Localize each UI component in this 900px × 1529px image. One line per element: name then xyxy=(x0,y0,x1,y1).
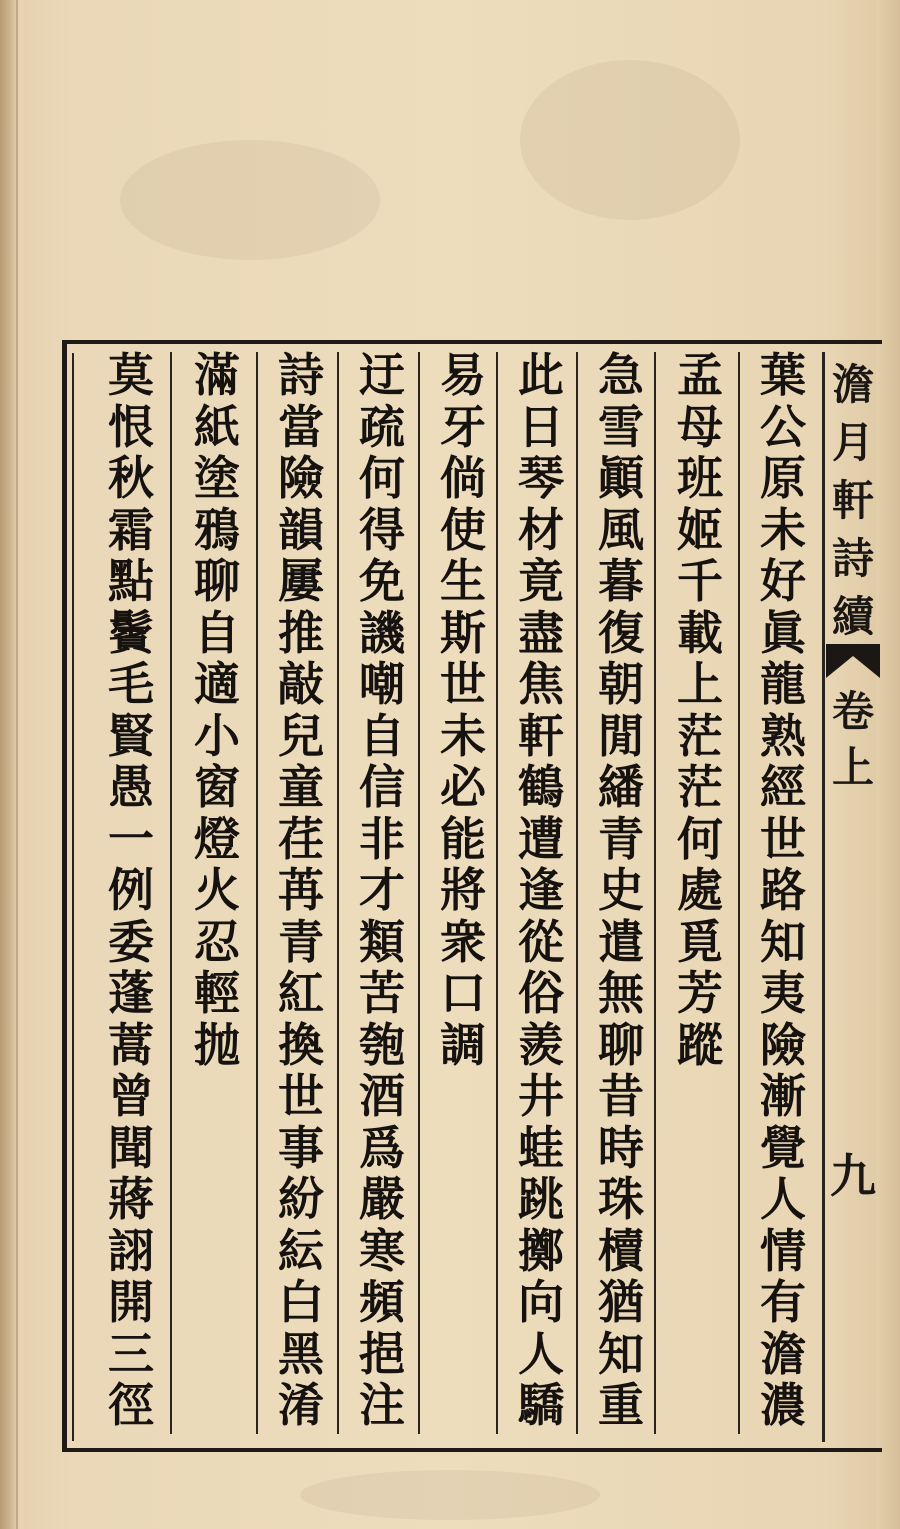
column-char: 詡 xyxy=(108,1223,154,1278)
column-char: 鴉 xyxy=(194,502,240,557)
column-char: 例 xyxy=(108,863,154,917)
binding-fold-line xyxy=(16,0,18,1529)
column-char: 蹤 xyxy=(677,1017,723,1072)
column-char: 賢 xyxy=(108,708,154,763)
column-char: 琴 xyxy=(518,451,564,505)
column-char: 人 xyxy=(760,1172,806,1226)
column-char: 屢 xyxy=(278,554,324,608)
column-char: 葉 xyxy=(760,348,806,402)
column-char: 顚 xyxy=(598,451,644,505)
column-char: 童 xyxy=(278,760,324,814)
column-char: 詩 xyxy=(278,348,324,402)
column-char: 匏 xyxy=(359,1017,405,1072)
title-char: 月 xyxy=(831,418,874,467)
column-char: 輕 xyxy=(194,966,240,1020)
text-column xyxy=(744,350,822,1440)
column-char: 時 xyxy=(598,1120,644,1175)
column-char: 軒 xyxy=(518,708,564,763)
title-char: 澹 xyxy=(831,360,874,409)
column-char: 茫 xyxy=(677,760,723,814)
column-char: 三 xyxy=(108,1326,154,1381)
text-column xyxy=(661,350,739,1440)
column-char: 紙 xyxy=(194,399,240,454)
column-char: 漸 xyxy=(760,1069,806,1123)
title-char: 軒 xyxy=(831,476,874,525)
volume-char: 上 xyxy=(831,743,874,792)
column-char: 茫 xyxy=(677,708,723,763)
column-char: 情 xyxy=(760,1223,806,1278)
text-column xyxy=(502,350,580,1440)
column-char: 材 xyxy=(518,502,564,557)
column-char: 經 xyxy=(760,760,806,814)
paper-stain xyxy=(300,1470,600,1520)
column-char: 嚴 xyxy=(359,1172,405,1226)
column-char: 兒 xyxy=(278,708,324,763)
column-char: 紜 xyxy=(278,1223,324,1278)
column-char: 濃 xyxy=(760,1378,806,1432)
column-char: 龍 xyxy=(760,657,806,711)
column-char: 世 xyxy=(760,811,806,866)
text-column xyxy=(178,350,256,1440)
column-char: 得 xyxy=(359,502,405,557)
column-char: 無 xyxy=(598,966,644,1020)
column-char: 調 xyxy=(440,1017,486,1072)
column-char: 信 xyxy=(359,760,405,814)
column-char: 千 xyxy=(677,554,723,608)
column-char: 人 xyxy=(518,1326,564,1381)
column-char: 朝 xyxy=(598,657,644,711)
column-char: 聊 xyxy=(194,554,240,608)
column-char: 熟 xyxy=(760,708,806,763)
column-char: 猶 xyxy=(598,1275,644,1329)
column-char: 驕 xyxy=(518,1378,564,1432)
column-char: 未 xyxy=(760,502,806,557)
column-char: 俗 xyxy=(518,966,564,1020)
column-rule xyxy=(170,352,172,1434)
column-char: 徑 xyxy=(108,1378,154,1432)
title-char: 續 xyxy=(831,592,874,641)
column-char: 暮 xyxy=(598,554,644,608)
column-char: 澹 xyxy=(760,1326,806,1381)
column-char: 事 xyxy=(278,1120,324,1175)
column-char: 眞 xyxy=(760,605,806,660)
column-char: 聞 xyxy=(108,1120,154,1175)
column-char: 何 xyxy=(359,451,405,505)
column-char: 櫝 xyxy=(598,1223,644,1278)
column-char: 姬 xyxy=(677,502,723,557)
column-char: 將 xyxy=(440,863,486,917)
column-char: 紅 xyxy=(278,966,324,1020)
fishtail-mark-icon xyxy=(826,644,880,678)
column-char: 推 xyxy=(278,605,324,660)
column-char: 頻 xyxy=(359,1275,405,1329)
column-char: 何 xyxy=(677,811,723,866)
column-char: 適 xyxy=(194,657,240,711)
column-char: 孟 xyxy=(677,348,723,402)
column-char: 上 xyxy=(677,657,723,711)
text-column xyxy=(582,350,660,1440)
column-char: 載 xyxy=(677,605,723,660)
column-char: 芳 xyxy=(677,966,723,1020)
header-column xyxy=(826,352,880,1444)
column-char: 迂 xyxy=(359,348,405,402)
title-char: 詩 xyxy=(831,534,874,583)
column-char: 斯 xyxy=(440,605,486,660)
column-char: 鶴 xyxy=(518,760,564,814)
column-char: 夷 xyxy=(760,966,806,1020)
column-char: 秋 xyxy=(108,451,154,505)
column-char: 青 xyxy=(278,914,324,969)
column-char: 類 xyxy=(359,914,405,969)
volume-char: 卷 xyxy=(831,687,874,736)
column-char: 雪 xyxy=(598,399,644,454)
column-char: 苒 xyxy=(278,863,324,917)
column-char: 燈 xyxy=(194,811,240,866)
column-char: 原 xyxy=(760,451,806,505)
column-char: 點 xyxy=(108,554,154,608)
volume-label xyxy=(826,684,880,796)
column-char: 聊 xyxy=(598,1017,644,1072)
column-char: 委 xyxy=(108,914,154,969)
column-char: 覓 xyxy=(677,914,723,969)
column-char: 必 xyxy=(440,760,486,814)
column-char: 小 xyxy=(194,708,240,763)
column-char: 日 xyxy=(518,399,564,454)
column-char: 珠 xyxy=(598,1172,644,1226)
column-char: 韻 xyxy=(278,502,324,557)
column-char: 窗 xyxy=(194,760,240,814)
column-char: 遣 xyxy=(598,914,644,969)
column-char: 井 xyxy=(518,1069,564,1123)
column-char: 班 xyxy=(677,451,723,505)
column-char: 牙 xyxy=(440,399,486,454)
column-char: 注 xyxy=(359,1378,405,1432)
text-column xyxy=(262,350,340,1440)
column-char: 蛙 xyxy=(518,1120,564,1175)
column-char: 青 xyxy=(598,811,644,866)
column-char: 從 xyxy=(518,914,564,969)
column-char: 蓬 xyxy=(108,966,154,1020)
text-column xyxy=(92,350,170,1440)
header-column-rule xyxy=(822,352,825,1442)
column-char: 昔 xyxy=(598,1069,644,1123)
column-char: 母 xyxy=(677,399,723,454)
column-char: 閒 xyxy=(598,708,644,763)
paper-stain xyxy=(120,140,380,260)
column-char: 焦 xyxy=(518,657,564,711)
column-char: 滿 xyxy=(194,348,240,402)
column-char: 逢 xyxy=(518,863,564,917)
column-char: 忍 xyxy=(194,914,240,969)
column-char: 重 xyxy=(598,1378,644,1432)
column-char: 倘 xyxy=(440,451,486,505)
column-char: 毛 xyxy=(108,657,154,711)
column-char: 蒿 xyxy=(108,1017,154,1072)
column-char: 復 xyxy=(598,605,644,660)
column-char: 黑 xyxy=(278,1326,324,1381)
column-char: 免 xyxy=(359,554,405,608)
column-char: 盡 xyxy=(518,605,564,660)
column-char: 險 xyxy=(760,1017,806,1072)
column-char: 疏 xyxy=(359,399,405,454)
column-char: 跳 xyxy=(518,1172,564,1226)
column-char: 急 xyxy=(598,348,644,402)
column-char: 莫 xyxy=(108,348,154,402)
column-char: 霜 xyxy=(108,502,154,557)
column-char: 遭 xyxy=(518,811,564,866)
column-char: 換 xyxy=(278,1017,324,1072)
column-char: 路 xyxy=(760,863,806,917)
column-char: 嘲 xyxy=(359,657,405,711)
collection-title xyxy=(826,356,880,646)
column-char: 自 xyxy=(194,605,240,660)
inner-border-line xyxy=(72,353,74,1441)
folio-number: 九 xyxy=(830,1149,876,1203)
column-char: 譏 xyxy=(359,605,405,660)
text-column xyxy=(343,350,421,1440)
column-char: 公 xyxy=(760,399,806,454)
column-char: 能 xyxy=(440,811,486,866)
column-char: 衆 xyxy=(440,914,486,969)
column-char: 一 xyxy=(108,811,154,866)
column-char: 紛 xyxy=(278,1172,324,1226)
column-char: 鬢 xyxy=(108,605,154,660)
left-binding-edge xyxy=(0,0,16,1529)
text-column xyxy=(424,350,502,1440)
column-char: 愚 xyxy=(108,760,154,814)
column-char: 才 xyxy=(359,863,405,917)
column-char: 苦 xyxy=(359,966,405,1020)
column-char: 酒 xyxy=(359,1069,405,1123)
column-char: 開 xyxy=(108,1275,154,1329)
column-char: 曾 xyxy=(108,1069,154,1123)
column-char: 繙 xyxy=(598,760,644,814)
column-char: 塗 xyxy=(194,451,240,505)
column-rule xyxy=(256,352,258,1434)
column-char: 好 xyxy=(760,554,806,608)
column-char: 覺 xyxy=(760,1120,806,1175)
column-char: 知 xyxy=(598,1326,644,1381)
column-char: 白 xyxy=(278,1275,324,1329)
column-char: 世 xyxy=(440,657,486,711)
column-char: 世 xyxy=(278,1069,324,1123)
column-char: 淆 xyxy=(278,1378,324,1432)
column-char: 羨 xyxy=(518,1017,564,1072)
column-char: 抛 xyxy=(194,1017,240,1072)
column-char: 險 xyxy=(278,451,324,505)
column-char: 荏 xyxy=(278,811,324,866)
column-char: 竟 xyxy=(518,554,564,608)
column-char: 此 xyxy=(518,348,564,402)
column-char: 火 xyxy=(194,863,240,917)
column-char: 易 xyxy=(440,348,486,402)
column-char: 恨 xyxy=(108,399,154,454)
column-char: 知 xyxy=(760,914,806,969)
column-char: 未 xyxy=(440,708,486,763)
column-char: 當 xyxy=(278,399,324,454)
paper-stain xyxy=(520,60,740,220)
column-char: 寒 xyxy=(359,1223,405,1278)
column-char: 史 xyxy=(598,863,644,917)
column-char: 處 xyxy=(677,863,723,917)
column-char: 生 xyxy=(440,554,486,608)
column-char: 敲 xyxy=(278,657,324,711)
column-char: 使 xyxy=(440,502,486,557)
column-char: 口 xyxy=(440,966,486,1020)
column-char: 擲 xyxy=(518,1223,564,1278)
column-char: 蔣 xyxy=(108,1172,154,1226)
column-char: 有 xyxy=(760,1275,806,1329)
column-char: 風 xyxy=(598,502,644,557)
column-char: 非 xyxy=(359,811,405,866)
column-char: 向 xyxy=(518,1275,564,1329)
column-char: 挹 xyxy=(359,1326,405,1381)
column-char: 自 xyxy=(359,708,405,763)
column-char: 爲 xyxy=(359,1120,405,1175)
